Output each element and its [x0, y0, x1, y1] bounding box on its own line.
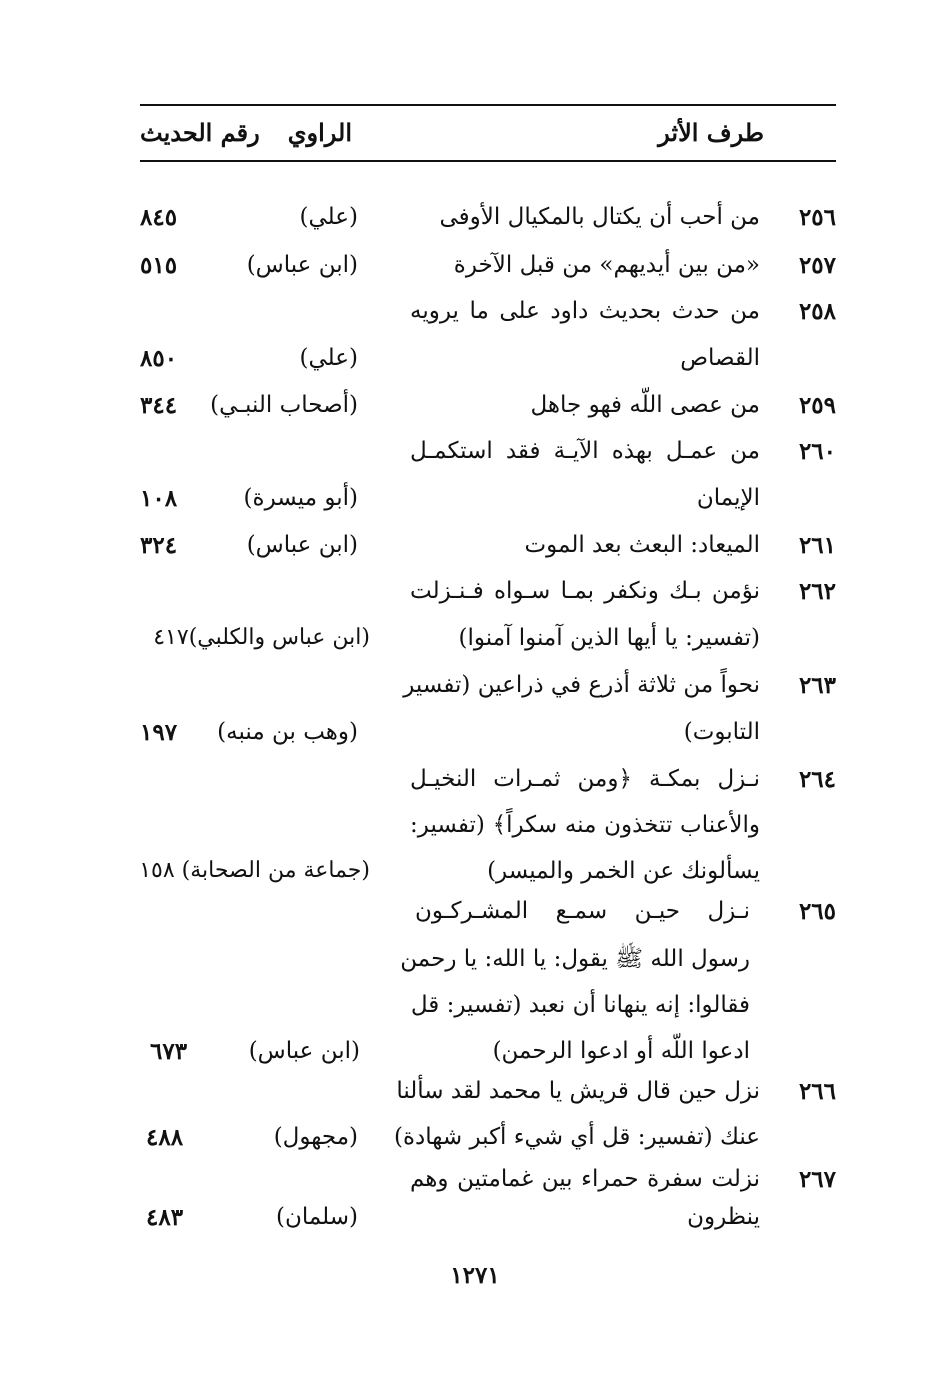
- entry-narrator: (وهب بن منبه): [217, 719, 358, 745]
- entry-narrator-and-number: (جماعة من الصحابة) ١٥٨: [139, 858, 370, 883]
- entry-text: نـزل بمكـة ﴿ومن ثمـرات النخيـل: [410, 766, 760, 792]
- entry-text: ادعوا اللّه أو ادعوا الرحمن): [492, 1038, 750, 1064]
- entry-text: عنك (تفسير: قل أي شيء أكبر شهادة): [393, 1124, 760, 1150]
- entry-narrator: (مجهول): [273, 1124, 358, 1150]
- entry-number: ٢٦٦: [798, 1078, 836, 1105]
- entry-text: والأعناب تتخذون منه سكراً﴾ (تفسير:: [410, 812, 760, 838]
- entry-text: يسألونك عن الخمر والميسر): [487, 858, 760, 884]
- entry-text: من أحب أن يكتال بالمكيال الأوفى: [439, 204, 760, 230]
- entry-text: نحواً من ثلاثة أذرع في ذراعين (تفسير: [403, 672, 760, 698]
- entry-narrator: (أصحاب النبـي): [210, 392, 358, 418]
- entry-narrator: (سلمان): [275, 1204, 358, 1230]
- entry-text: (تفسير: يا أيها الذين آمنوا آمنوا): [458, 625, 760, 651]
- entry-narrator-and-number: (ابن عباس والكلبي)٤١٧: [153, 625, 370, 650]
- header-narrator: الراوي: [287, 118, 352, 147]
- entry-narrator: (ابن عباس): [248, 1038, 360, 1064]
- entry-narrator: (علي): [299, 204, 358, 230]
- entry-text: من عمـل بهذه الآيـة فقد استكمـل: [410, 438, 760, 464]
- entry-text: الإيمان: [696, 485, 760, 511]
- entry-hadith-number: ٤٨٨: [146, 1124, 184, 1151]
- header-hadith-number: رقم الحديث: [140, 118, 260, 147]
- entry-hadith-number: ١٠٨: [140, 485, 178, 512]
- entry-text: القصاص: [680, 345, 760, 371]
- entry-text: «من بين أيديهم» من قبل الآخرة: [453, 252, 760, 278]
- entry-number: ٢٥٧: [798, 252, 836, 279]
- entry-number: ٢٥٩: [798, 392, 836, 419]
- entry-text: الميعاد: البعث بعد الموت: [524, 532, 760, 558]
- entry-hadith-number: ٤٨٣: [146, 1204, 184, 1231]
- entry-hadith-number: ٨٤٥: [140, 204, 178, 231]
- entry-text: نؤمن بـك ونكفر بمـا سـواه فـنـزلت: [410, 578, 760, 604]
- entry-text: التابوت): [683, 719, 760, 745]
- entry-narrator: (ابن عباس): [246, 252, 358, 278]
- header-trace: طرف الأثر: [658, 118, 764, 147]
- entry-number: ٢٦٥: [798, 898, 836, 925]
- entry-hadith-number: ٨٥٠: [140, 345, 178, 372]
- entry-number: ٢٦٢: [798, 578, 836, 605]
- entry-text: نـزل حيـن سمـع المشـركـون: [415, 898, 750, 924]
- entry-number: ٢٦٣: [798, 672, 836, 699]
- entry-narrator: (ابن عباس): [246, 532, 358, 558]
- entry-text: نزلت سفرة حمراء بين غمامتين وهم: [410, 1166, 760, 1192]
- entry-number: ٢٦٠: [798, 438, 836, 465]
- entry-number: ٢٥٨: [798, 298, 836, 325]
- entry-hadith-number: ٣٤٤: [140, 392, 178, 419]
- entry-text: ينظرون: [687, 1204, 760, 1230]
- entry-hadith-number: ٣٢٤: [140, 532, 178, 559]
- entry-text: نزل حين قال قريش يا محمد لقد سألنا: [396, 1078, 760, 1104]
- entry-hadith-number: ٥١٥: [140, 252, 178, 279]
- entry-hadith-number: ٦٧٣: [150, 1038, 188, 1065]
- top-rule: [140, 104, 836, 106]
- entry-number: ٢٥٦: [798, 204, 836, 231]
- entry-text: من حدث بحديث داود على ما يرويه: [410, 298, 760, 324]
- header-rule: [140, 160, 836, 162]
- entry-number: ٢٦١: [798, 532, 836, 559]
- entry-text: من عصى اللّه فهو جاهل: [530, 392, 760, 418]
- entry-text: رسول الله ﷺ يقول: يا الله: يا رحمن: [400, 946, 750, 972]
- entry-narrator: (أبو ميسرة): [243, 485, 358, 511]
- entry-text: فقالوا: إنه ينهانا أن نعبد (تفسير: قل: [410, 992, 750, 1018]
- entry-number: ٢٦٧: [798, 1166, 836, 1193]
- entry-number: ٢٦٤: [798, 766, 836, 793]
- page-number: ١٢٧١: [450, 1262, 500, 1289]
- entry-hadith-number: ١٩٧: [140, 719, 178, 746]
- entry-narrator: (علي): [299, 345, 358, 371]
